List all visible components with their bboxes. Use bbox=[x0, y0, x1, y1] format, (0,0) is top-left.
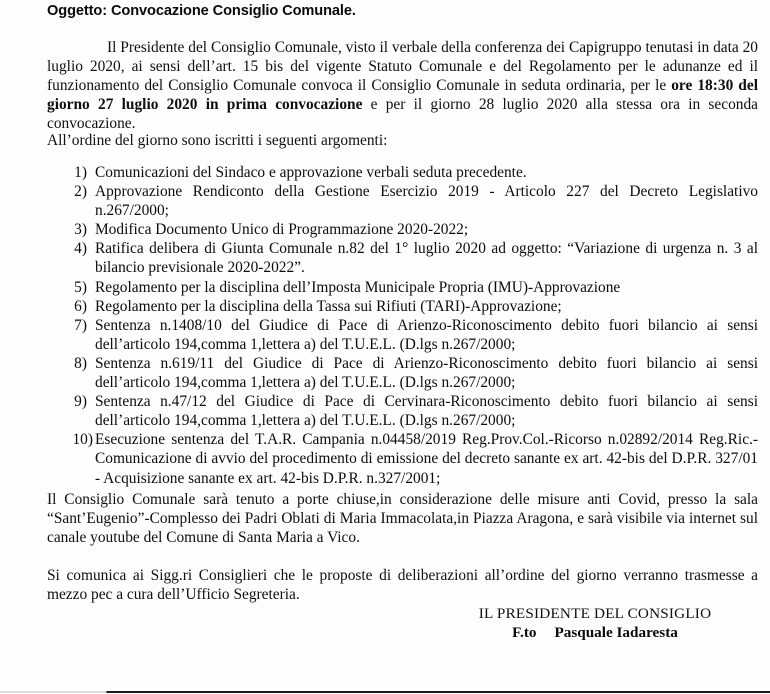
agenda-item-marker: 3) bbox=[74, 221, 87, 239]
scan-artifact-line bbox=[0, 691, 770, 693]
agenda-item bbox=[47, 354, 758, 392]
agenda-item-text: Regolamento per la disciplina dell’Imposta Municipale Propria (IMU)-Approvazione bbox=[95, 278, 621, 296]
agenda-item bbox=[47, 297, 758, 316]
agenda-item-text: Sentenza n.1408/10 del Giudice di Pace di Arienzo-Riconoscimento debito fuori bilancio ai sensi dell’articolo 194,comma 1,lettera a) del T.U.E.L. (D.lgs n.267/2000; bbox=[95, 316, 758, 353]
signature-title: IL PRESIDENTE DEL CONSIGLIO bbox=[478, 605, 712, 622]
agenda-item-text: Sentenza n.619/11 del Giudice di Pace di Arienzo-Riconoscimento debito fuori bilancio ai sensi dell’articolo 194,comma 1,lettera a) del T.U.E.L. (D.lgs n.267/2000; bbox=[95, 354, 758, 392]
agenda-item bbox=[47, 430, 758, 487]
agenda-item bbox=[47, 163, 758, 182]
agenda-item-marker: 10) bbox=[72, 431, 93, 449]
agenda-item-marker: 4) bbox=[74, 240, 87, 258]
signature-name-line bbox=[420, 623, 770, 642]
signature-block bbox=[420, 604, 770, 642]
document-subject-heading: Oggetto: Convocazione Consiglio Comunale. bbox=[47, 3, 356, 19]
agenda-item-text: Esecuzione sentenza del T.A.R. Campania n.04458/2019 Reg.Prov.Col.-Ricorso n.02892/2014 Reg.Ric.- Comunicazione di avvio del procedimento di emissione del decreto sanante ex art. 42-bis del D.P.R. 327/01 - Acquisizione sanante ex art. 42-bis D.P.R. n.327/2001; bbox=[95, 431, 758, 487]
agenda-item-marker: 2) bbox=[74, 183, 87, 201]
intro-paragraph bbox=[47, 38, 758, 133]
closing-paragraph-1-container bbox=[47, 490, 758, 547]
agenda-item-text: Comunicazioni del Sindaco e approvazione verbali seduta precedente. bbox=[95, 164, 527, 181]
agenda-item-marker: 5) bbox=[74, 278, 87, 296]
agenda-list bbox=[47, 163, 758, 488]
agenda-item-marker: 1) bbox=[74, 164, 87, 181]
agenda-lead-text: All’ordine del giorno sono iscritti i seguenti argomenti: bbox=[47, 132, 388, 149]
agenda-item-text: Sentenza n.47/12 del Giudice di Pace di Cervinara-Riconoscimento debito fuori bilancio ai sensi dell’articolo 194,comma 1,lettera a) del T.U.E.L. (D.lgs n.267/2000; bbox=[95, 393, 758, 430]
agenda-item bbox=[47, 316, 758, 354]
agenda-item bbox=[47, 239, 758, 277]
agenda-lead-container bbox=[47, 131, 758, 150]
agenda-item-marker: 9) bbox=[74, 393, 87, 411]
agenda-item-marker: 6) bbox=[74, 297, 87, 315]
agenda-item bbox=[47, 278, 758, 297]
intro-paragraph-container bbox=[47, 38, 758, 133]
agenda-item bbox=[47, 392, 758, 430]
agenda-item bbox=[47, 220, 758, 239]
intro-bold-meeting-time: ore 18:30 del giorno 27 luglio 2020 in prima convocazione bbox=[47, 77, 758, 114]
agenda-item-text: Ratifica delibera di Giunta Comunale n.82 del 1° luglio 2020 ad oggetto: “Variazione di urgenza n. 3 al bilancio previsionale 2020-2022”. bbox=[95, 240, 758, 277]
agenda-item bbox=[47, 182, 758, 220]
agenda-item-marker: 7) bbox=[74, 316, 87, 334]
agenda-item-marker: 8) bbox=[74, 354, 87, 372]
intro-text-segment-1: Il Presidente del Consiglio Comunale, visto il verbale della conferenza dei Capigruppo tenutasi in data 20 luglio 2020, ai sensi dell’art. 15 bis del vigente Statuto Comunale e del Regolamento per le adunanze ed il funzionamento del Consiglio Comunale convoca il Consiglio Comunale in seduta ordinaria, per le bbox=[47, 39, 758, 95]
closing-paragraph-2: Si comunica ai Sigg.ri Consiglieri che le proposte di deliberazioni all’ordine del giorno verranno trasmesse a mezzo pec a cura dell’Ufficio Segreteria. bbox=[47, 567, 758, 604]
signature-person-name: Pasquale Iadaresta bbox=[554, 624, 678, 641]
agenda-item-text: Approvazione Rendiconto della Gestione Esercizio 2019 - Articolo 227 del Decreto Legislativo n.267/2000; bbox=[95, 183, 758, 220]
closing-paragraph-1: Il Consiglio Comunale sarà tenuto a porte chiuse,in considerazione delle misure anti Covid, presso la sala “Sant’Eugenio”-Complesso dei Padri Oblati di Maria Immacolata,in Piazza Aragona, e sarà visibile via internet sul canale youtube del Comune di Santa Maria a Vico. bbox=[47, 491, 758, 547]
closing-paragraph-2-container bbox=[47, 566, 758, 604]
agenda-item-text: Regolamento per la disciplina della Tassa sui Rifiuti (TARI)-Approvazione; bbox=[95, 297, 562, 315]
signature-fto-label: F.to bbox=[512, 624, 537, 641]
agenda-item-text: Modifica Documento Unico di Programmazione 2020-2022; bbox=[95, 221, 469, 239]
intro-text-segment-2: e per il giorno 28 luglio 2020 alla stessa ora in seconda convocazione. bbox=[47, 96, 758, 133]
